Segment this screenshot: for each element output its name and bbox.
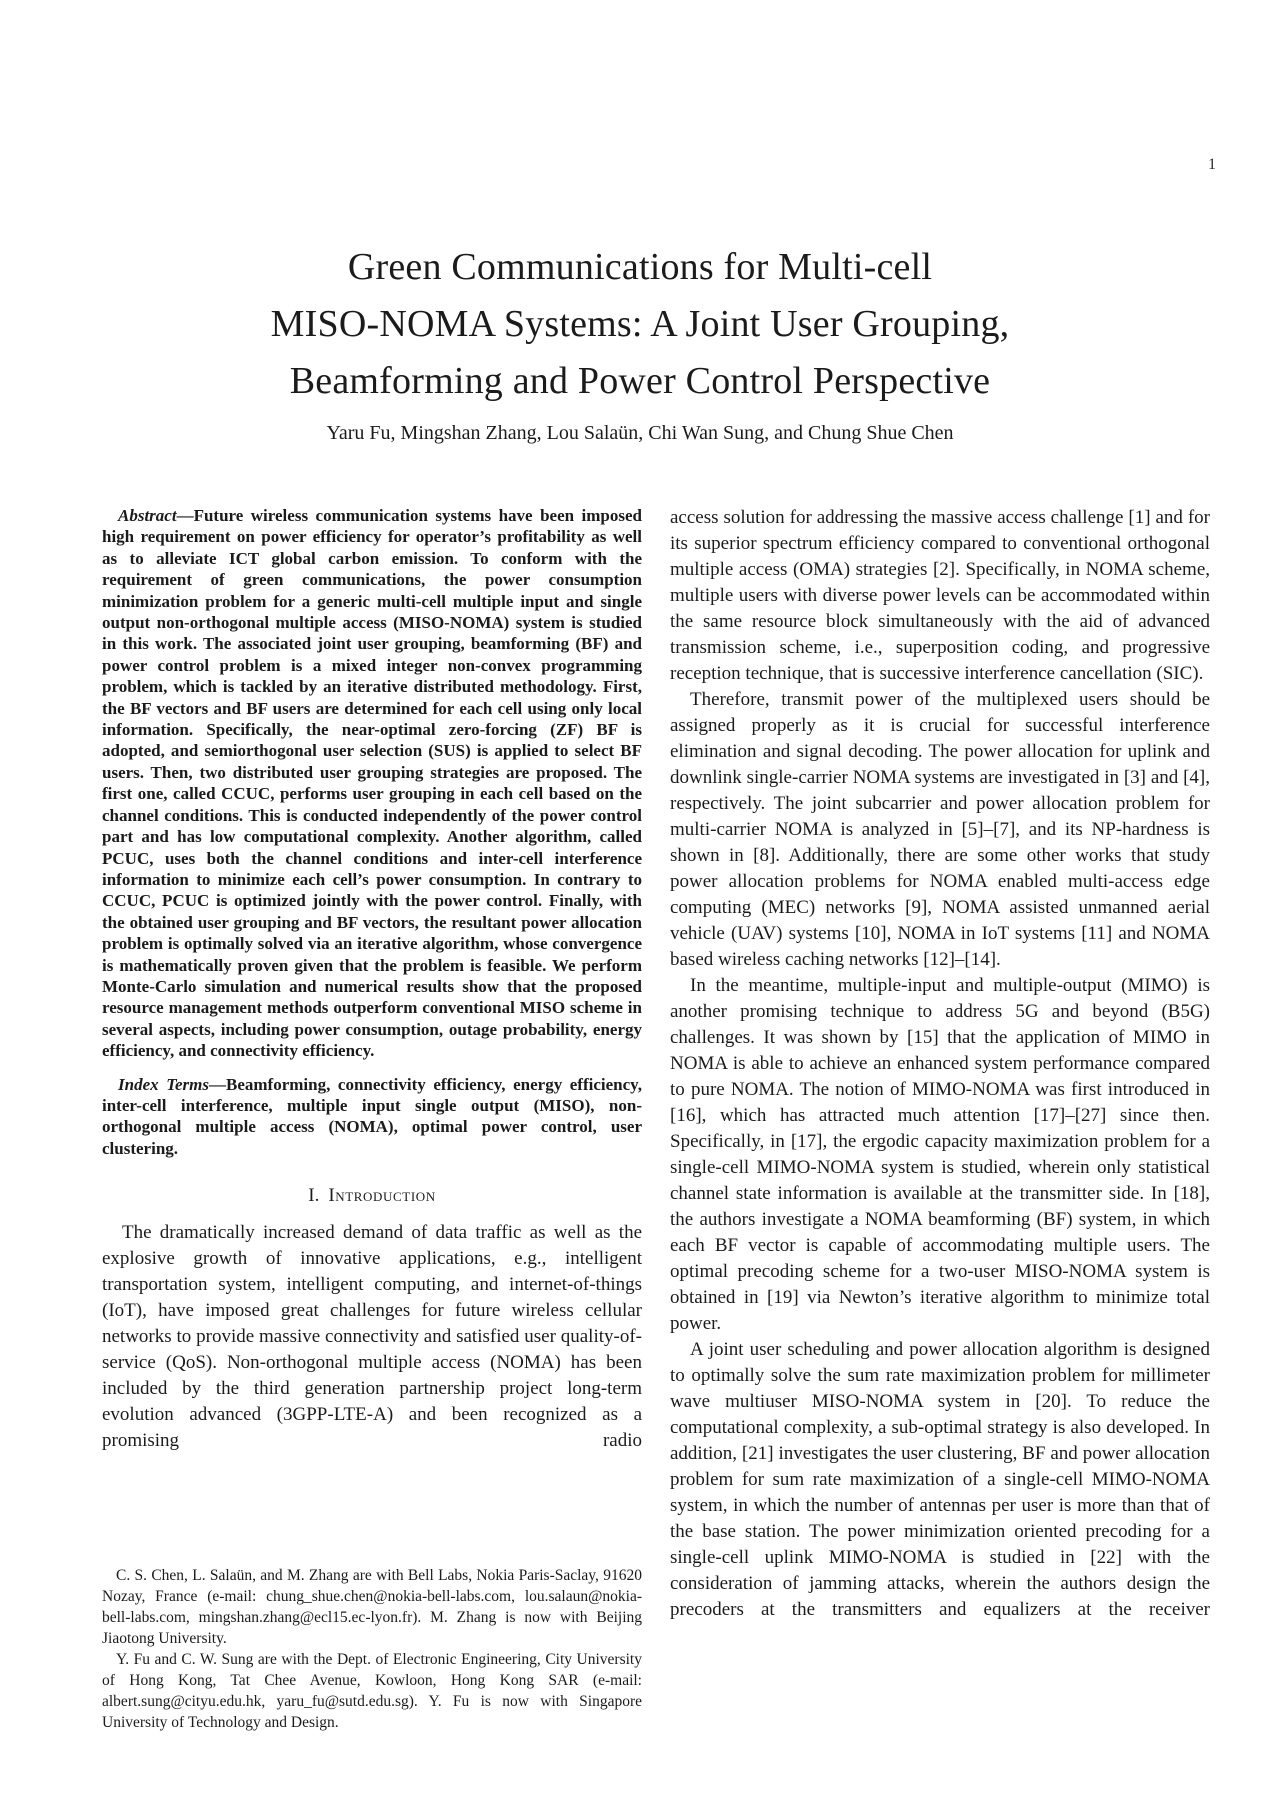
page-number: 1 xyxy=(1208,156,1216,173)
paper-title-line-1: Green Communications for Multi-cell xyxy=(347,246,933,289)
right-column xyxy=(670,505,1210,1733)
introduction-paragraph-1: The dramatically increased demand of data traffic as well as the explosive growth of innovative applications, e.g., intelligent transportation system, intelligent computing, and internet-of-things (IoT), have imposed great challenges for future wireless cellular networks to provide massive connectivity and satisfied user quality-of-service (QoS). Non-orthogonal multiple access (NOMA) has been included by the third generation partnership project long-term evolution advanced (3GPP-LTE-A) and been recognized as a promising radio xyxy=(102,1222,642,1452)
section-numeral: I. xyxy=(308,1185,320,1207)
index-terms-paragraph xyxy=(102,1074,642,1160)
index-terms-text: —Beamforming, connectivity efficiency, energy efficiency, inter-cell interference, multiple input single output (MISO), non-orthogonal multiple access (NOMA), optimal power control, user clustering. xyxy=(102,1074,642,1158)
footnote-affiliation-1: C. S. Chen, L. Salaün, and M. Zhang are with Bell Labs, Nokia Paris-Saclay, 91620 Nozay, France (e-mail: chung_shue.chen@nokia-bell-labs.com, lou.salaun@nokia-bell-labs.com, mingshan.zhang@ecl15.ec-lyon.fr). M. Zhang is now with Beijing Jiaotong University. xyxy=(102,1567,642,1647)
section-title: Introduction xyxy=(328,1185,436,1207)
author-list: Yaru Fu, Mingshan Zhang, Lou Salaün, Chi Wan Sung, and Chung Shue Chen xyxy=(326,422,954,444)
abstract-label: Abstract xyxy=(118,506,177,525)
abstract-paragraph xyxy=(102,505,642,1062)
two-column-body xyxy=(102,505,1210,1733)
right-column-paragraph-3: In the meantime, multiple-input and multiple-output (MIMO) is another promising technique to address 5G and beyond (B5G) challenges. It was shown by [15] that the application of MIMO in NOMA is able to achieve an enhanced system performance compared to pure NOMA. The notion of MIMO-NOMA was first introduced in [16], which has attracted much attention [17]–[27] since then. Specifically, in [17], the ergodic capacity maximization problem for a single-cell MIMO-NOMA system is studied, wherein only statistical channel state information is available at the transmitter side. In [18], the authors investigate a NOMA beamforming (BF) system, in which each BF vector is capable of accommodating multiple users. The optimal precoding scheme for a two-user MISO-NOMA system is obtained in [19] via Newton’s iterative algorithm to minimize total power. xyxy=(670,975,1210,1334)
right-column-paragraph-2: Therefore, transmit power of the multiplexed users should be assigned properly as it is crucial for successful interference elimination and signal decoding. The power allocation for uplink and downlink single-carrier NOMA systems are investigated in [3] and [4], respectively. The joint subcarrier and power allocation problem for multi-carrier NOMA is analyzed in [5]–[7], and its NP-hardness is shown in [8]. Additionally, there are some other works that study power allocation problems for NOMA enabled multi-access edge computing (MEC) networks [9], NOMA assisted unmanned aerial vehicle (UAV) systems [10], NOMA in IoT systems [11] and NOMA based wireless caching networks [12]–[14]. xyxy=(670,689,1210,970)
abstract-text: —Future wireless communication systems have been imposed high requirement on power efficiency for operator’s profitability as well as to alleviate ICT global carbon emission. To conform with the requirement of green communications, the power consumption minimization problem for a generic multi-cell multiple input and single output non-orthogonal multiple access (MISO-NOMA) system is studied in this work. The associated joint user grouping, beamforming (BF) and power control problem is a mixed integer non-convex programming problem, which is tackled by an iterative distributed methodology. First, the BF vectors and BF users are determined for each cell using only local information. Specifically, the near-optimal zero-forcing (ZF) BF is adopted, and semiorthogonal user selection (SUS) is applied to select BF users. Then, two distributed user grouping strategies are proposed. The first one, called CCUC, performs user grouping in each cell based on the channel conditions. This is conducted independently of the power control part and has low computational complexity. Another algorithm, called PCUC, uses both the channel conditions and inter-cell interference information to minimize each cell’s power consumption. In contrary to CCUC, PCUC is optimized jointly with the power control. Finally, with the obtained user grouping and BF vectors, the resultant power allocation problem is optimally solved via an iterative algorithm, whose convergence is mathematically proven given that the problem is feasible. We perform Monte-Carlo simulation and numerical results show that the proposed resource management methods outperform conventional MISO scheme in several aspects, including power consumption, outage probability, energy efficiency, and connectivity efficiency. xyxy=(102,506,642,1061)
paper-title xyxy=(0,239,1280,410)
left-column xyxy=(102,505,642,1733)
index-terms-label: Index Terms xyxy=(118,1074,210,1094)
right-column-paragraph-4: A joint user scheduling and power allocation algorithm is designed to optimally solve the sum rate maximization problem for millimeter wave multiuser MISO-NOMA system in [20]. To reduce the computational complexity, a sub-optimal strategy is also developed. In addition, [21] investigates the user clustering, BF and power allocation problem for sum rate maximization of a single-cell MIMO-NOMA system, in which the number of antennas per user is more than that of the base station. The power minimization oriented precoding for a single-cell uplink MIMO-NOMA is studied in [22] with the consideration of jamming attacks, wherein the authors design the precoders at the transmitters and equalizers at the receiver xyxy=(670,1339,1210,1620)
footnote-affiliation-2: Y. Fu and C. W. Sung are with the Dept. of Electronic Engineering, City University of Hong Kong, Tat Chee Avenue, Kowloon, Hong Kong SAR (e-mail: albert.sung@cityu.edu.hk, yaru_fu@sutd.edu.sg). Y. Fu is now with Singapore University of Technology and Design. xyxy=(102,1651,642,1731)
paper-title-line-3: Beamforming and Power Control Perspective xyxy=(289,360,991,403)
section-heading-introduction xyxy=(102,1185,642,1207)
right-column-paragraph-1: access solution for addressing the massive access challenge [1] and for its superior spectrum efficiency compared to conventional orthogonal multiple access (OMA) strategies [2]. Specifically, in NOMA scheme, multiple users with diverse power levels can be accommodated within the same resource block simultaneously with the aid of advanced transmission scheme, i.e., superposition coding, and progressive reception technique, that is successive interference cancellation (SIC). xyxy=(670,507,1210,684)
paper-title-line-2: MISO-NOMA Systems: A Joint User Grouping, xyxy=(270,303,1010,346)
author-footnotes xyxy=(102,1555,642,1733)
